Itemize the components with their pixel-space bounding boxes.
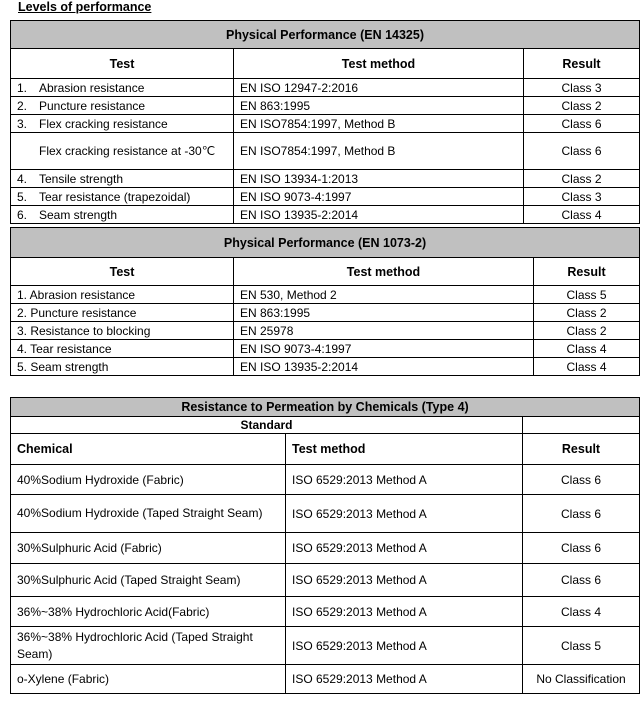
chemical-name: 40%Sodium Hydroxide (Taped Straight Seam) [11, 495, 286, 533]
test-method: EN 530, Method 2 [234, 286, 534, 304]
row-number: 2. [17, 98, 28, 113]
test-result: Class 2 [534, 304, 640, 322]
test-method: EN ISO 12947-2:2016 [234, 79, 524, 97]
table-title: Physical Performance (EN 14325) [11, 21, 640, 49]
standard-label: Standard [11, 417, 523, 434]
test-name: 2. Puncture resistance [11, 304, 234, 322]
test-method: ISO 6529:2013 Method A [286, 495, 523, 533]
test-result: Class 6 [523, 465, 640, 495]
row-number: 3. [17, 116, 28, 131]
table-row [11, 170, 640, 188]
test-name: Tear resistance (trapezoidal) [39, 189, 191, 204]
col-header-method: Test method [234, 258, 534, 286]
test-method: EN ISO 9073-4:1997 [234, 188, 524, 206]
test-method: EN ISO 13935-2:2014 [234, 358, 534, 376]
test-method: ISO 6529:2013 Method A [286, 665, 523, 694]
table-en1073-2 [10, 227, 640, 376]
test-result: Class 2 [524, 97, 640, 115]
test-method: ISO 6529:2013 Method A [286, 465, 523, 495]
table-row [11, 133, 640, 170]
table-row [11, 495, 640, 533]
row-number: 1. [17, 80, 28, 95]
test-result: No Classification [523, 665, 640, 694]
test-result: Class 3 [524, 188, 640, 206]
test-result: Class 4 [534, 358, 640, 376]
test-name: 4. Tear resistance [11, 340, 234, 358]
test-result: Class 4 [523, 597, 640, 627]
test-result: Class 2 [524, 170, 640, 188]
test-name: Puncture resistance [39, 98, 146, 113]
test-result: Class 4 [524, 206, 640, 224]
col-header-result: Result [523, 434, 640, 465]
table-row [11, 79, 640, 97]
table-row [11, 97, 640, 115]
row-number: 6. [17, 207, 28, 222]
table-en14325 [10, 20, 640, 224]
test-method: EN 863:1995 [234, 304, 534, 322]
test-result: Class 6 [524, 133, 640, 170]
test-name: 3. Resistance to blocking [11, 322, 234, 340]
test-name: Flex cracking resistance at -30℃ [39, 143, 216, 158]
test-method: EN ISO7854:1997, Method B [234, 133, 524, 170]
table-row [11, 340, 640, 358]
col-header-method: Test method [234, 49, 524, 79]
page-heading: Levels of performance [18, 0, 152, 14]
test-result: Class 6 [523, 564, 640, 597]
table-row [11, 665, 640, 694]
test-method: EN ISO 13935-2:2014 [234, 206, 524, 224]
test-method: EN ISO7854:1997, Method B [234, 115, 524, 133]
test-method: ISO 6529:2013 Method A [286, 564, 523, 597]
test-method: ISO 6529:2013 Method A [286, 627, 523, 665]
chemical-name: 40%Sodium Hydroxide (Fabric) [11, 465, 286, 495]
test-method: EN 863:1995 [234, 97, 524, 115]
test-name: Tensile strength [39, 171, 124, 186]
table-row [11, 627, 640, 665]
chemical-name: 36%~38% Hydrochloric Acid(Fabric) [11, 597, 286, 627]
col-header-test: Test [11, 258, 234, 286]
col-header-method: Test method [286, 434, 523, 465]
chemical-name: 30%Sulphuric Acid (Taped Straight Seam) [11, 564, 286, 597]
test-name: 5. Seam strength [11, 358, 234, 376]
table-row [11, 358, 640, 376]
table-permeation [10, 397, 640, 694]
table-row [11, 322, 640, 340]
col-header-result: Result [524, 49, 640, 79]
col-header-chemical: Chemical [11, 434, 286, 465]
row-number: 4. [17, 171, 28, 186]
col-header-test: Test [11, 49, 234, 79]
chemical-name: 36%~38% Hydrochloric Acid (Taped Straight Seam) [11, 627, 286, 665]
table-row [11, 597, 640, 627]
test-method: EN ISO 13934-1:2013 [234, 170, 524, 188]
table-row [11, 533, 640, 564]
test-result: Class 2 [534, 322, 640, 340]
test-result: Class 6 [524, 115, 640, 133]
table-title: Resistance to Permeation by Chemicals (Type 4) [11, 398, 640, 417]
test-result: Class 6 [523, 495, 640, 533]
test-name: Seam strength [39, 207, 118, 222]
table-row [11, 206, 640, 224]
test-method: EN 25978 [234, 322, 534, 340]
test-result: Class 5 [534, 286, 640, 304]
col-header-result: Result [534, 258, 640, 286]
chemical-name: o-Xylene (Fabric) [11, 665, 286, 694]
test-result: Class 3 [524, 79, 640, 97]
table-row [11, 115, 640, 133]
test-method: EN ISO 9073-4:1997 [234, 340, 534, 358]
table-row [11, 564, 640, 597]
table-title: Physical Performance (EN 1073-2) [11, 228, 640, 258]
row-number: 5. [17, 189, 28, 204]
test-result: Class 4 [534, 340, 640, 358]
test-result: Class 6 [523, 533, 640, 564]
chemical-name: 30%Sulphuric Acid (Fabric) [11, 533, 286, 564]
test-method: ISO 6529:2013 Method A [286, 533, 523, 564]
test-method: ISO 6529:2013 Method A [286, 597, 523, 627]
table-row [11, 188, 640, 206]
test-name: Flex cracking resistance [39, 116, 168, 131]
test-name: 1. Abrasion resistance [11, 286, 234, 304]
table-row [11, 304, 640, 322]
table-row [11, 465, 640, 495]
test-name: Abrasion resistance [39, 80, 145, 95]
table-row [11, 286, 640, 304]
test-result: Class 5 [523, 627, 640, 665]
